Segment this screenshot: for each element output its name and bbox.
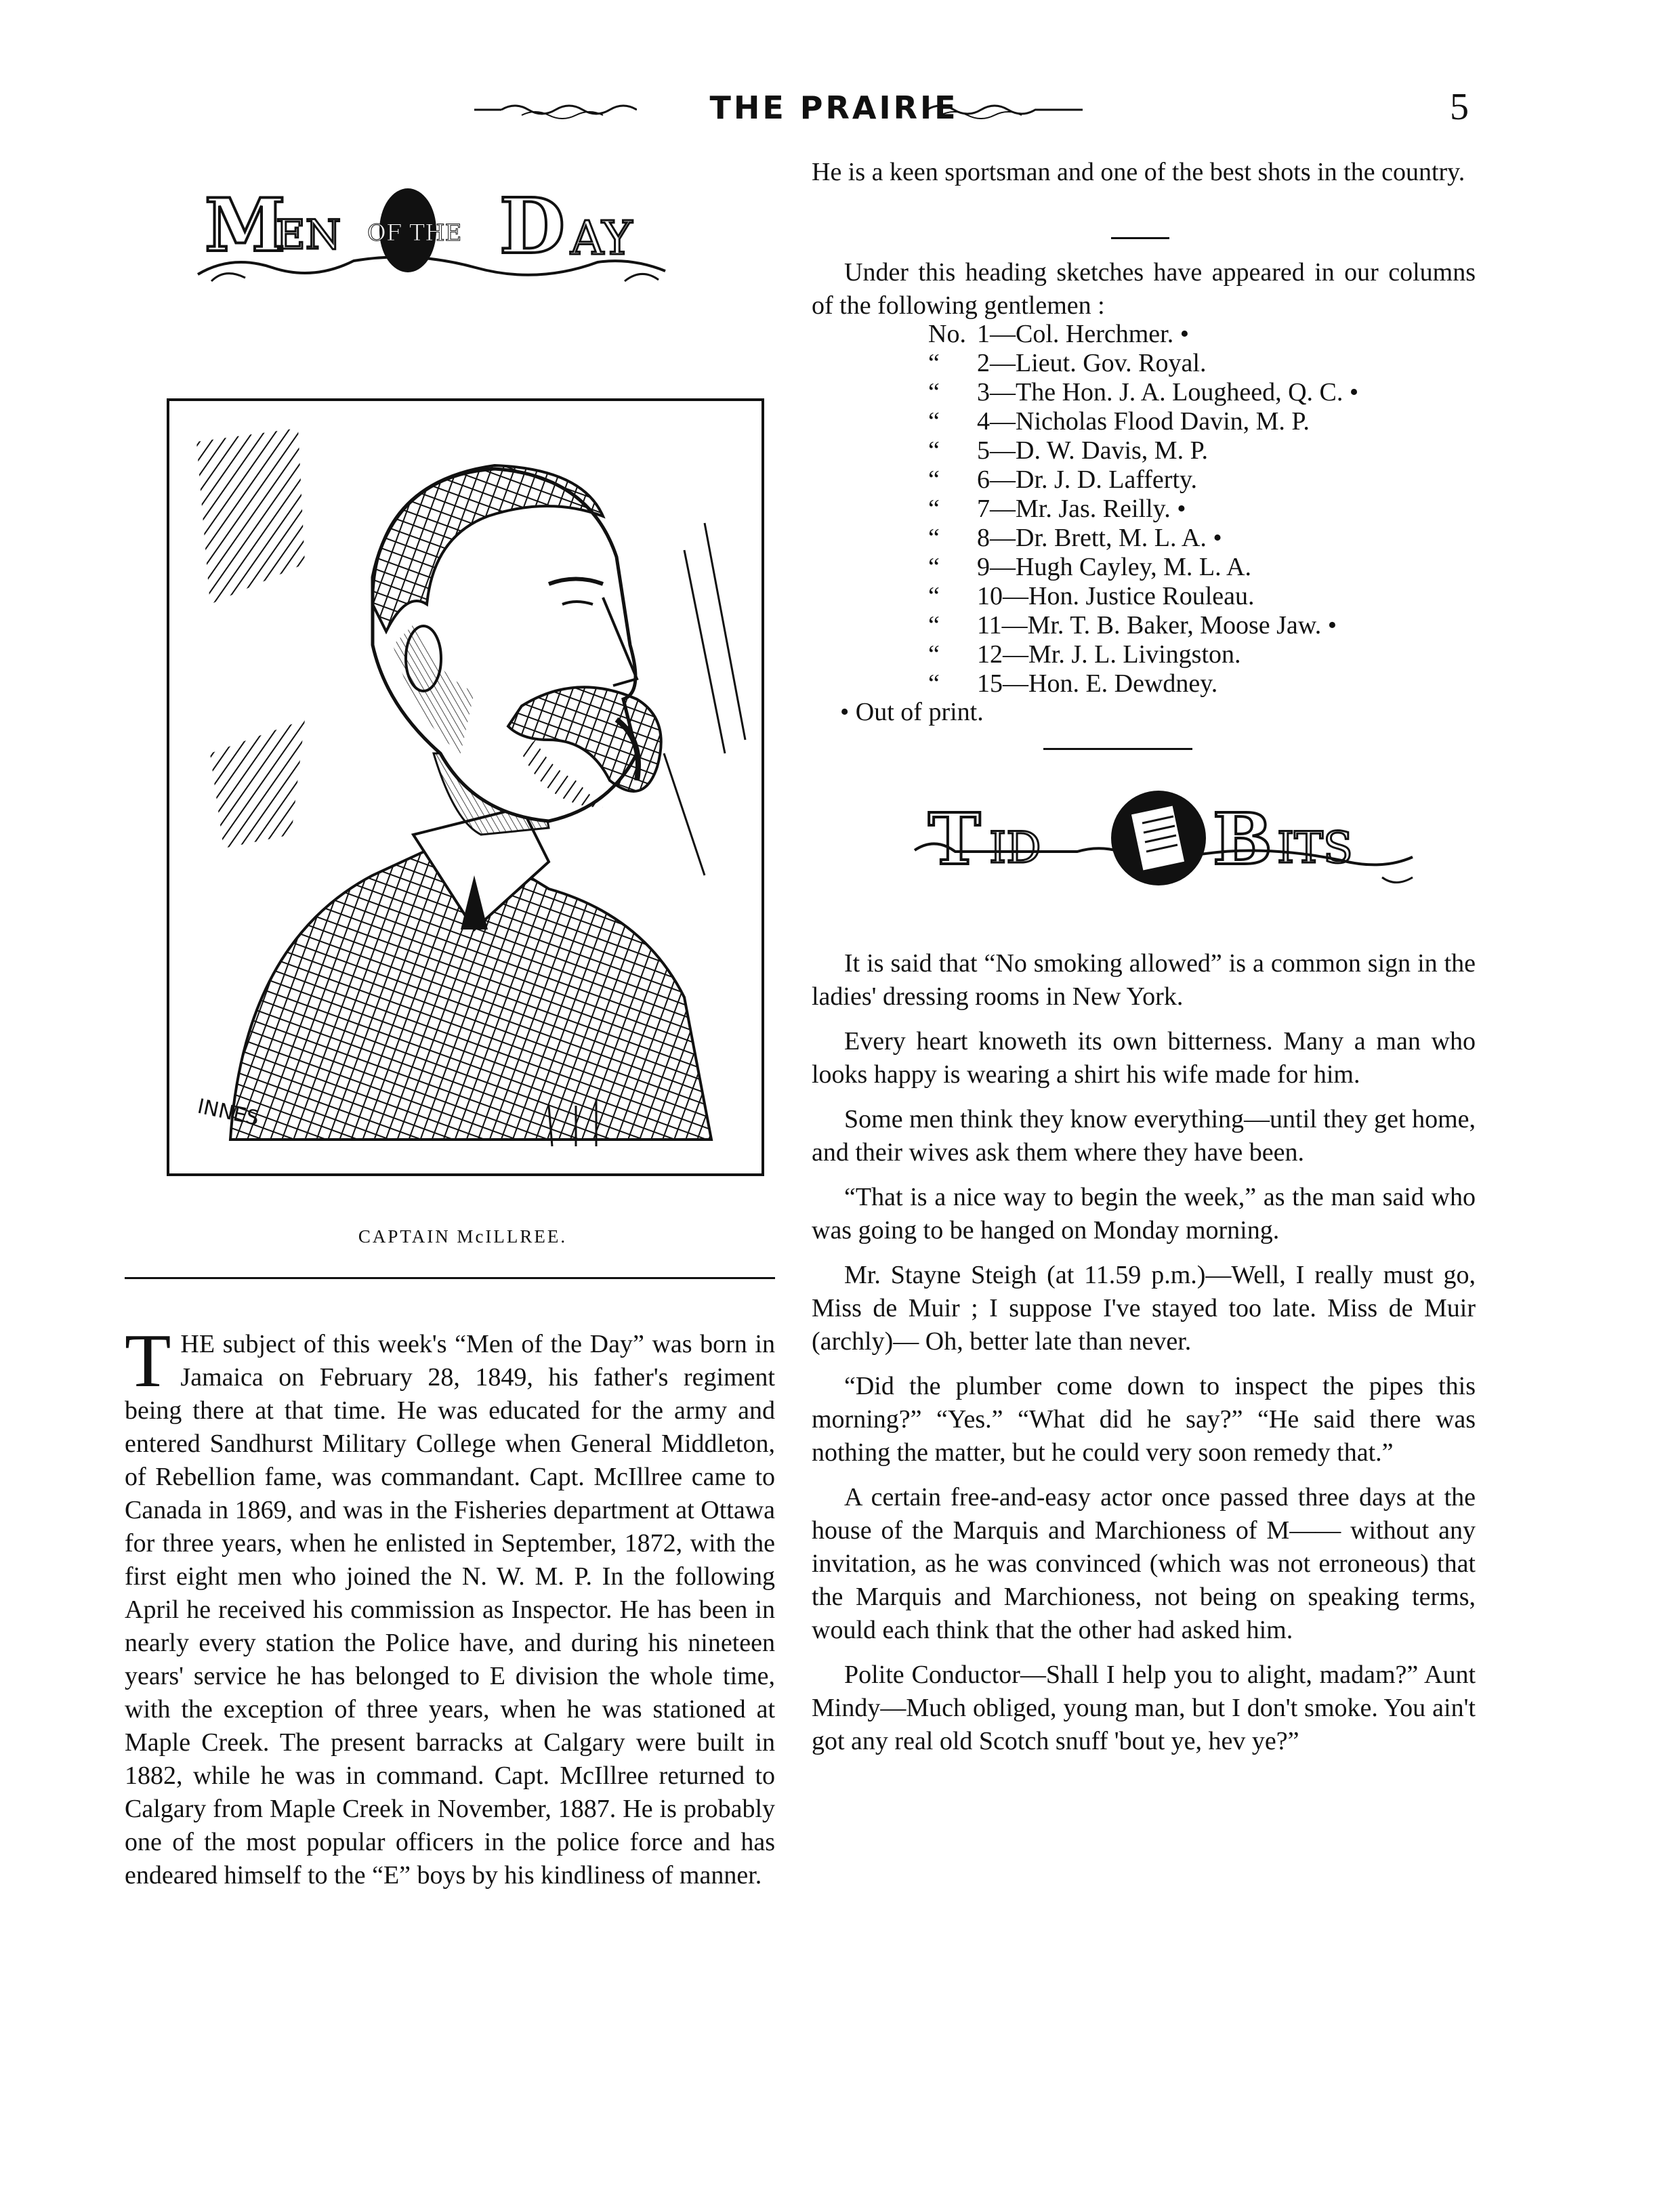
tid-bit-paragraph: “That is a nice way to begin the week,” as the man said who was going to be hanged on Monday morning. [812, 1183, 1476, 1245]
svg-text:AY: AY [570, 212, 633, 266]
svg-text:OF THE: OF THE [367, 220, 462, 247]
article-body [125, 1319, 775, 1904]
header-right-ornament [927, 100, 1083, 119]
list-item: “ 15—Hon. E. Dewdney. [928, 669, 1218, 698]
sketches-list [928, 320, 1358, 698]
out-of-print-note: • Out of print. [840, 698, 984, 726]
list-item: “ 12—Mr. J. L. Livingston. [928, 640, 1241, 669]
svg-text:M: M [205, 183, 286, 268]
continuation-paragraph: He is a keen sportsman and one of the best shots in the country. [812, 158, 1465, 186]
list-item: “ 9—Hugh Cayley, M. L. A. [928, 553, 1251, 581]
tid-bits-body [812, 947, 1476, 1770]
svg-text:EN: EN [276, 211, 341, 259]
svg-text:D: D [499, 182, 566, 271]
tid-bits-heading-art [908, 776, 1423, 894]
tid-bit-paragraph: “Did the plumber come down to inspect the pipes this morning?” “Yes.” “What did he say?” “He said there was nothing the matter, but he could very soon remedy that.” [812, 1372, 1476, 1467]
section-rule [1043, 748, 1192, 750]
list-item: “ 5—D. W. Davis, M. P. [928, 436, 1208, 465]
list-item: No. 1—Col. Herchmer. • [928, 320, 1190, 348]
portrait-engraving [167, 398, 764, 1176]
list-item: “ 11—Mr. T. B. Baker, Moose Jaw. • [928, 611, 1337, 640]
svg-text:ITS: ITS [1277, 823, 1353, 873]
tid-bit-paragraph: Mr. Stayne Steigh (at 11.59 p.m.)—Well, I really must go, Miss de Muir ; I suppose I've stayed too late. Miss de Muir (archly)— Oh, better late than never. [812, 1261, 1476, 1356]
illustrator-signature: INNES [195, 1094, 262, 1131]
drop-cap: T [125, 1319, 171, 1403]
svg-text:B: B [1213, 797, 1272, 881]
caption-rule [125, 1277, 775, 1279]
list-item: “ 6—Dr. J. D. Lafferty. [928, 465, 1198, 494]
list-item: “ 3—The Hon. J. A. Lougheed, Q. C. • [928, 378, 1359, 406]
sketches-intro-text: Under this heading sketches have appeared in our columns of the following gentlemen : [812, 258, 1476, 320]
tid-bit-paragraph: It is said that “No smoking allowed” is a common sign in the ladies' dressing rooms in New York. [812, 949, 1476, 1011]
list-item: “ 7—Mr. Jas. Reilly. • [928, 495, 1186, 523]
list-item: “ 8—Dr. Brett, M. L. A. • [928, 524, 1222, 552]
article-paragraph [125, 1319, 775, 1892]
tid-bit-paragraph: A certain free-and-easy actor once passed three days at the house of the Marquis and Marchioness of M—— without any invitation, as he was convinced (which was not erroneous) that the Marquis and Marchioness, not being on speaking terms, would each think that the other had asked him. [812, 1483, 1476, 1644]
svg-text:ID: ID [989, 823, 1041, 873]
list-item: “ 4—Nicholas Flood Davin, M. P. [928, 407, 1310, 436]
article-text: HE subject of this week's “Men of the Day” was born in Jamaica on February 28, 1849, his father's regiment being there at that time. He was educated for the army and entered Sandhurst Military College when General Middleton, of Rebellion fame, was commandant. Capt. McIllree came to Canada in 1869, and was in the Fisheries department at Ottawa for three years, when he enlisted in September, 1872, with the first eight men who joined the N. W. M. P. In the following April he received his commission as Inspector. He has been in nearly every station the Police have, and during his nineteen years' service he has belonged to E division the whole time, with the exception of three years, when he was stationed at Maple Creek. The present barracks at Calgary were built in 1882, while he was in command. Capt. McIllree returned to Calgary from Maple Creek in November, 1887. He is probably one of the most popular officers in the police force and has endeared himself to the “E” boys by his kindliness of manner. [125, 1330, 775, 1890]
page-number: 5 [1450, 86, 1469, 128]
list-item: “ 10—Hon. Justice Rouleau. [928, 582, 1255, 610]
tid-bit-paragraph: Some men think they know everything—until they get home, and their wives ask them where they have been. [812, 1105, 1476, 1167]
tid-bit-paragraph: Polite Conductor—Shall I help you to alight, madam?” Aunt Mindy—Much obliged, young man, but I don't smoke. You ain't got any real old Scotch snuff 'bout ye, hev ye?” [812, 1661, 1476, 1755]
portrait-caption: CAPTAIN McILLREE. [358, 1226, 568, 1247]
svg-text:T: T [928, 797, 981, 881]
list-item: “ 2—Lieut. Gov. Royal. [928, 349, 1207, 377]
portrait-drawing [169, 401, 756, 1168]
article-continuation [812, 156, 1476, 201]
men-of-the-day-heading-art [191, 173, 672, 288]
tid-bit-paragraph: Every heart knoweth its own bitterness. Many a man who looks happy is wearing a shirt his wife made for him. [812, 1027, 1476, 1089]
running-head-title: THE PRAIRIE [709, 89, 959, 126]
short-rule [1111, 237, 1169, 239]
